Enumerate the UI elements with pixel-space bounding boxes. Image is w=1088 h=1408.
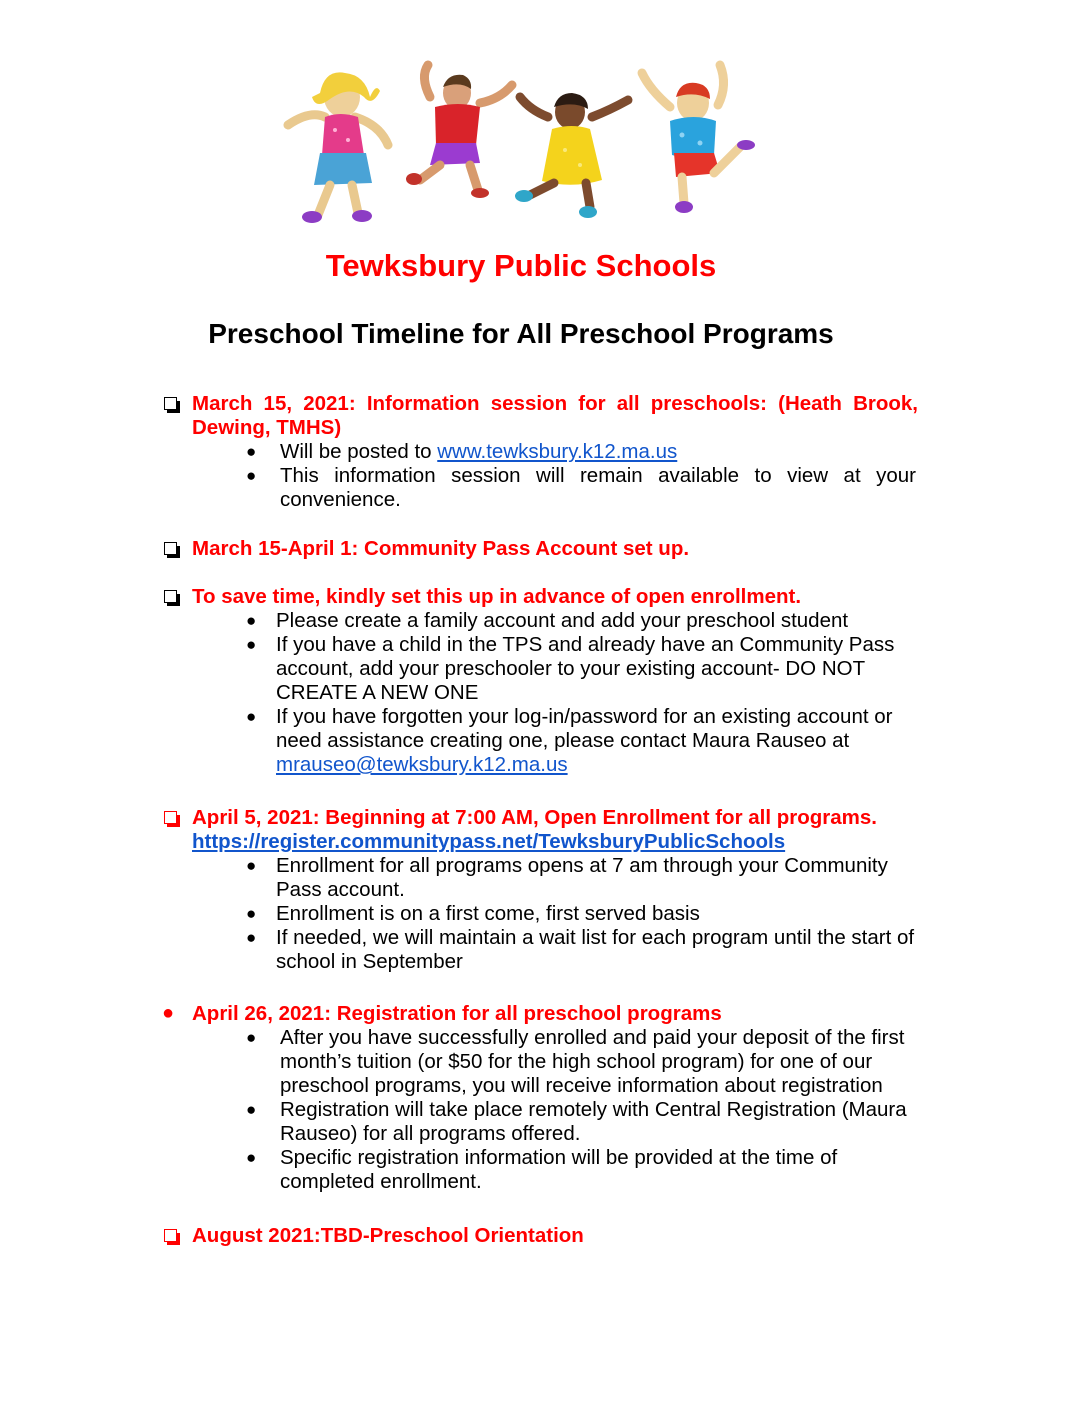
child-girl-blonde	[288, 72, 388, 223]
list-item-text: Enrollment is on a first come, first served basis	[276, 902, 700, 925]
checkbox-bullet-icon	[162, 1228, 182, 1248]
school-title: Tewksbury Public Schools	[325, 248, 717, 283]
community-pass-link[interactable]: https://register.communitypass.net/TewksburyPublicSchools	[192, 830, 786, 853]
timeline-item-heading: April 5, 2021: Beginning at 7:00 AM, Open Enrollment for all programs.	[192, 806, 877, 829]
district-website-link[interactable]: www.tewksbury.k12.ma.us	[437, 440, 678, 463]
list-item-text: If needed, we will maintain a wait list for each program until the start of school in September	[276, 926, 915, 973]
sub-list	[0, 1026, 1088, 1194]
timeline-item-registration	[0, 1002, 1088, 1194]
list-item-text: If you have a child in the TPS and already have an Community Pass account, add your preschooler to your existing account- DO NOT CREATE A NEW ONE	[276, 633, 895, 704]
timeline-item-open-enrollment	[0, 806, 1088, 974]
child-girl-yellow-dress	[515, 93, 628, 218]
list-item-text: This information session will remain available to view at your convenience.	[280, 464, 916, 511]
checkbox-bullet-icon	[162, 589, 182, 609]
bullet-dot-icon: ●	[246, 1100, 257, 1119]
bullet-dot-icon: ●	[246, 707, 257, 726]
list-item-text: After you have successfully enrolled and paid your deposit of the first month’s tuition (or $50 for the high school program) for one of our preschool programs, you will receive information about registration	[280, 1026, 905, 1097]
sub-list	[0, 440, 1088, 512]
list-item-text: Registration will take place remotely with Central Registration (Maura Rauseo) for all programs offered.	[280, 1098, 907, 1145]
child-boy-red-shirt	[406, 65, 512, 198]
list-item	[0, 1146, 1088, 1194]
timeline-item-info-session	[0, 392, 1088, 512]
bullet-dot-icon: ●	[246, 611, 257, 630]
page-subtitle: Preschool Timeline for All Preschool Programs	[208, 318, 834, 349]
dancing-children-illustration	[280, 55, 770, 230]
bullet-dot-icon: ●	[162, 1002, 175, 1024]
list-item	[0, 633, 1088, 705]
list-item-text: If you have forgotten your log-in/password for an existing account or need assistance creating one, please contact Maura Rauseo at	[276, 705, 893, 752]
list-item-text: Will be posted to	[280, 440, 438, 463]
child-boy-blue-shirt	[642, 65, 755, 213]
checkbox-bullet-icon	[162, 396, 182, 416]
timeline-item-save-time	[0, 585, 1088, 777]
checkbox-bullet-icon	[162, 541, 182, 561]
timeline-item-orientation	[0, 1224, 1088, 1248]
list-item	[0, 609, 1088, 633]
bullet-dot-icon: ●	[246, 442, 257, 461]
list-item-text: Please create a family account and add your preschool student	[276, 609, 849, 632]
bullet-dot-icon: ●	[246, 466, 257, 485]
timeline-item-heading: August 2021:TBD-Preschool Orientation	[192, 1224, 584, 1247]
bullet-dot-icon: ●	[246, 904, 257, 923]
timeline-item-account-setup	[0, 537, 1088, 561]
timeline-item-heading: April 26, 2021: Registration for all preschool programs	[192, 1002, 722, 1025]
timeline-item-heading: March 15-April 1: Community Pass Account set up.	[192, 537, 690, 560]
checkbox-bullet-icon	[162, 810, 182, 830]
sub-list	[0, 609, 1088, 777]
list-item	[0, 854, 1088, 902]
list-item	[0, 1098, 1088, 1146]
timeline-item-heading: To save time, kindly set this up in advance of open enrollment.	[192, 585, 802, 608]
list-item	[0, 926, 1088, 974]
list-item	[0, 705, 1088, 777]
list-item	[0, 440, 1088, 464]
list-item-text: Specific registration information will be provided at the time of completed enrollment.	[280, 1146, 838, 1193]
contact-email-link[interactable]: mrauseo@tewksbury.k12.ma.us	[276, 753, 568, 776]
bullet-dot-icon: ●	[246, 635, 257, 654]
list-item	[0, 1026, 1088, 1098]
bullet-dot-icon: ●	[246, 1148, 257, 1167]
list-item	[0, 902, 1088, 926]
bullet-dot-icon: ●	[246, 928, 257, 947]
list-item-text: Enrollment for all programs opens at 7 am through your Community Pass account.	[276, 854, 888, 901]
sub-list	[0, 854, 1088, 974]
list-item	[0, 464, 1088, 512]
timeline-item-heading: March 15, 2021: Information session for all preschools: (Heath Brook, Dewing, TMHS)	[192, 392, 918, 439]
bullet-dot-icon: ●	[246, 856, 257, 875]
bullet-dot-icon: ●	[246, 1028, 257, 1047]
